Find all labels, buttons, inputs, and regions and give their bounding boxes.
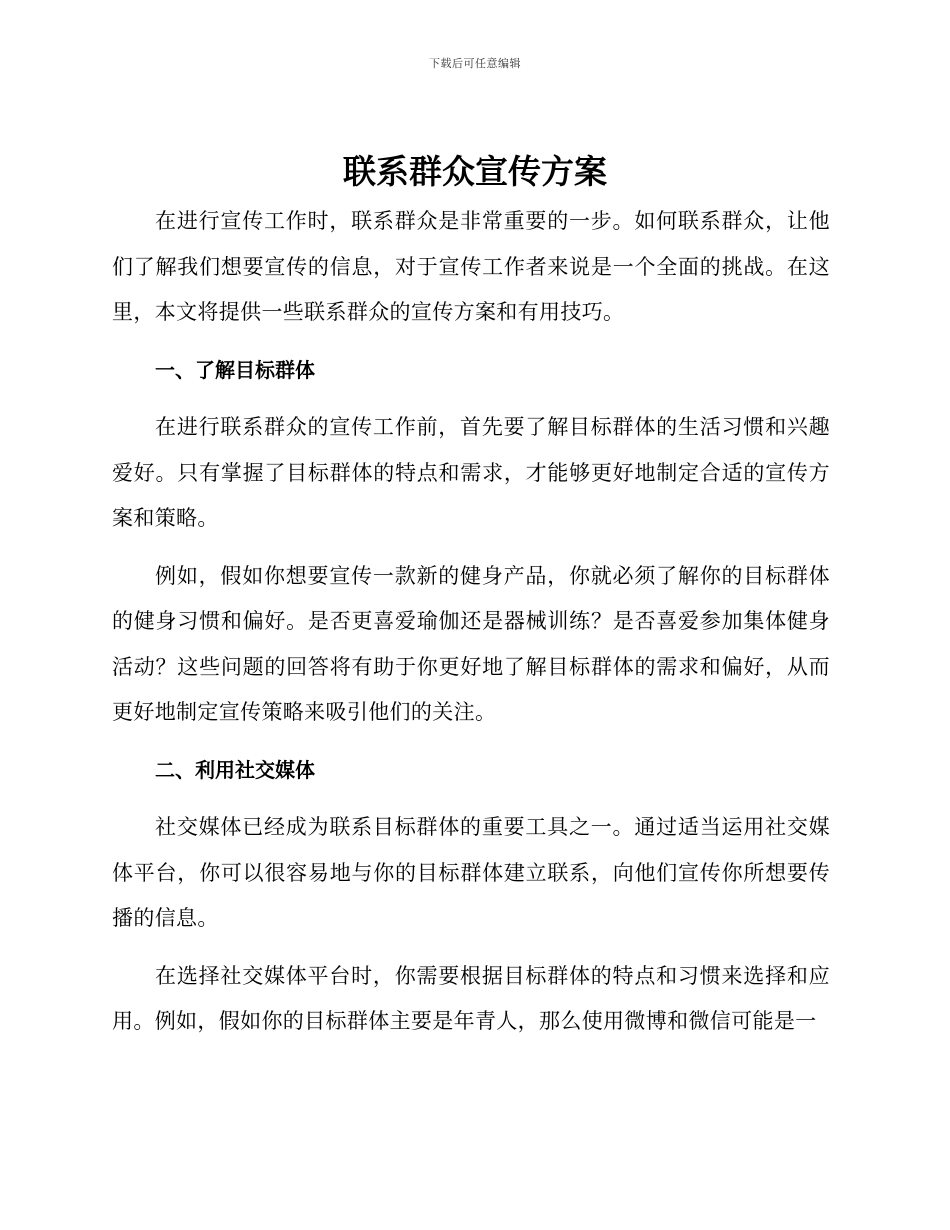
section-heading-2: 二、利用社交媒体 <box>155 757 315 782</box>
document-body <box>112 199 830 1045</box>
section-2-paragraph-1: 社交媒体已经成为联系目标群体的重要工具之一。通过适当运用社交媒体平台，你可以很容易地与你的目标群体建立联系，向他们宣传你所想要传播的信息。 <box>112 815 830 930</box>
section-1-paragraph-1: 在进行联系群众的宣传工作前，首先要了解目标群体的生活习惯和兴趣爱好。只有掌握了目标群体的特点和需求，才能够更好地制定合适的宣传方案和策略。 <box>112 415 830 530</box>
document-title: 联系群众宣传方案 <box>343 152 607 191</box>
section-1-paragraph-2: 例如，假如你想要宣传一款新的健身产品，你就必须了解你的目标群体的健身习惯和偏好。是否更喜爱瑜伽还是器械训练？是否喜爱参加集体健身活动？这些问题的回答将有助于你更好地了解目标群体的需求和偏好，从而更好地制定宣传策略来吸引他们的关注。 <box>112 563 830 724</box>
spacer <box>112 942 830 954</box>
page-header-note: 下载后可任意编辑 <box>429 57 521 70</box>
spacer <box>112 793 830 805</box>
spacer <box>112 542 830 554</box>
spacer <box>112 393 830 405</box>
spacer <box>112 336 830 348</box>
spacer <box>112 736 830 748</box>
section-2-paragraph-2: 在选择社交媒体平台时，你需要根据目标群体的特点和习惯来选择和应用。例如，假如你的目标群体主要是年青人，那么使用微博和微信可能是一 <box>112 963 830 1033</box>
section-heading-1: 一、了解目标群体 <box>155 357 315 382</box>
intro-paragraph: 在进行宣传工作时，联系群众是非常重要的一步。如何联系群众，让他们了解我们想要宣传的信息，对于宣传工作者来说是一个全面的挑战。在这里，本文将提供一些联系群众的宣传方案和有用技巧。 <box>112 209 830 324</box>
